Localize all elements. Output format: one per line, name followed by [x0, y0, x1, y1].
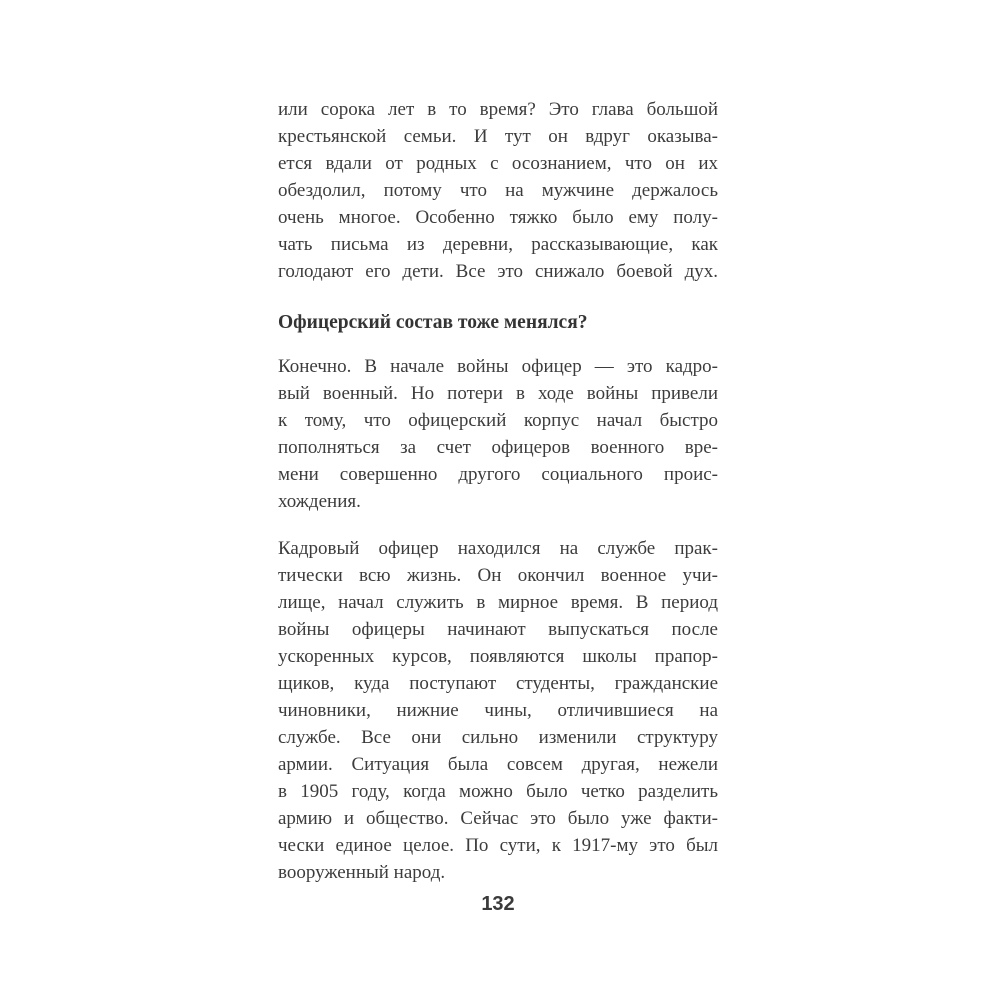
text-line: крестьянской семьи. И тут он вдруг оказыва- — [278, 126, 718, 147]
page-number: 132 — [481, 893, 515, 915]
text-line: армию и общество. Сейчас это было уже факти- — [278, 808, 718, 829]
text-line: к тому, что офицерский корпус начал быстро — [278, 410, 718, 431]
text-line: ется вдали от родных с осознанием, что он их — [278, 153, 718, 174]
text-line: вый военный. Но потери в ходе войны привели — [278, 383, 718, 404]
text-line: мени совершенно другого социального проис- — [278, 464, 718, 485]
text-line: или сорока лет в то время? Это глава большой — [278, 99, 718, 120]
text-line: голодают его дети. Все это снижало боевой дух. — [278, 261, 718, 282]
question-heading: Офицерский состав тоже менялся? — [278, 312, 588, 333]
text-line: хождения. — [278, 491, 361, 512]
paragraph-2 — [278, 353, 718, 515]
text-line: вооруженный народ. — [278, 862, 446, 883]
text-column — [278, 96, 718, 906]
text-line: щиков, куда поступают студенты, гражданские — [278, 673, 718, 694]
text-line: войны офицеры начинают выпускаться после — [278, 619, 718, 640]
text-line: лище, начал служить в мирное время. В период — [278, 592, 718, 613]
text-line: ускоренных курсов, появляются школы прапор- — [278, 646, 718, 667]
text-line: чать письма из деревни, рассказывающие, как — [278, 234, 718, 255]
text-line: пополняться за счет офицеров военного вре- — [278, 437, 718, 458]
paragraph-3 — [278, 535, 718, 886]
text-line: тически всю жизнь. Он окончил военное учи- — [278, 565, 718, 586]
text-line: очень многое. Особенно тяжко было ему полу- — [278, 207, 718, 228]
paragraph-1 — [278, 96, 718, 285]
text-line: Конечно. В начале войны офицер — это кадро- — [278, 356, 718, 377]
text-line: армии. Ситуация была совсем другая, нежели — [278, 754, 718, 775]
text-line: в 1905 году, когда можно было четко разделить — [278, 781, 718, 802]
text-line: службе. Все они сильно изменили структуру — [278, 727, 718, 748]
text-line: чески единое целое. По сути, к 1917-му это был — [278, 835, 718, 856]
text-line: чиновники, нижние чины, отличившиеся на — [278, 700, 718, 721]
text-line: Кадровый офицер находился на службе прак- — [278, 538, 718, 559]
text-line: обездолил, потому что на мужчине держалось — [278, 180, 718, 201]
